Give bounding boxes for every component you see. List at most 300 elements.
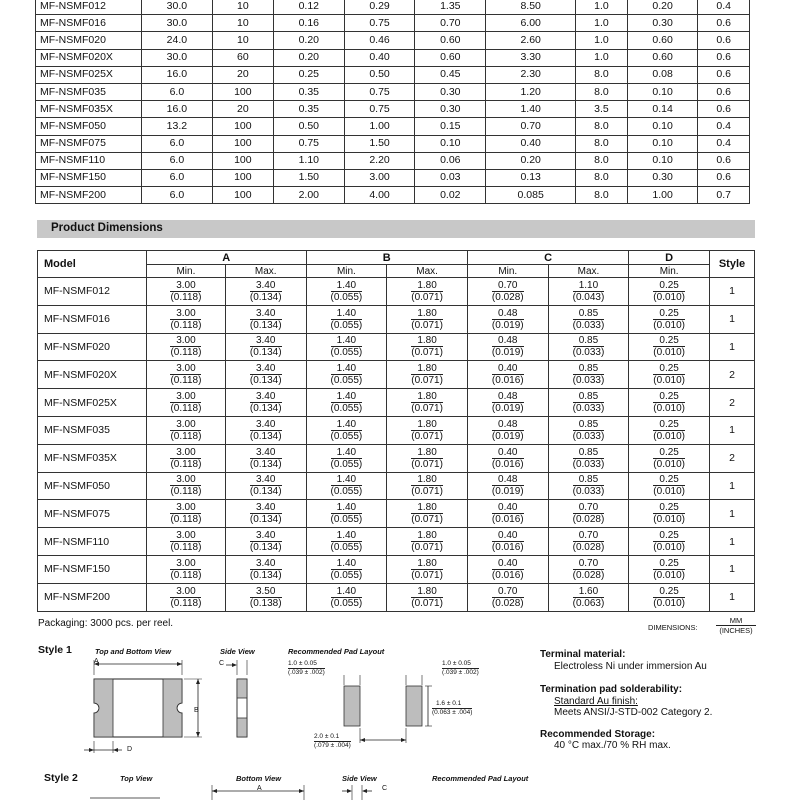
value-mm: 1.40 xyxy=(331,447,363,459)
value-cell: 0.75 xyxy=(273,135,344,152)
model-cell: MF-NSMF012 xyxy=(38,278,147,306)
electrical-table-row xyxy=(36,83,750,100)
model-cell: MF-NSMF110 xyxy=(36,152,142,169)
model-cell: MF-NSMF025X xyxy=(36,66,142,83)
value-cell: 4.00 xyxy=(344,187,415,204)
value-mm: 1.40 xyxy=(331,502,363,514)
value-cell: 0.20 xyxy=(273,32,344,49)
model-cell: MF-NSMF016 xyxy=(38,305,147,333)
dimension-value-cell xyxy=(548,416,629,444)
value-cell: 0.75 xyxy=(344,15,415,32)
storage-value: 40 °C max./70 % RH max. xyxy=(554,740,671,751)
style-2-side-view-label: Side View xyxy=(342,774,377,783)
value-inches: (0.055) xyxy=(330,319,363,331)
value-inches: (0.019) xyxy=(491,347,524,359)
value-inches: (0.010) xyxy=(653,347,685,359)
dimension-value-cell xyxy=(548,389,629,417)
dimension-value-cell xyxy=(467,528,548,556)
pad-gap-in: (.079 ± .004) xyxy=(314,742,351,749)
dimension-value-cell xyxy=(548,528,629,556)
dimension-value-cell xyxy=(467,472,548,500)
model-cell: MF-NSMF020 xyxy=(38,333,147,361)
value-inches: (0.010) xyxy=(653,291,685,303)
dimension-table-row xyxy=(38,444,755,472)
dimension-value-cell xyxy=(629,278,710,306)
col-header-d: D xyxy=(629,251,710,265)
dimension-value-cell xyxy=(147,500,226,528)
value-mm: 0.40 xyxy=(492,447,524,459)
value-inches: (0.063) xyxy=(572,597,605,609)
value-mm: 1.40 xyxy=(331,474,363,486)
value-cell: 3.30 xyxy=(486,49,576,66)
value-cell: 100 xyxy=(212,118,273,135)
value-inches: (0.071) xyxy=(411,430,443,442)
value-inches: (0.016) xyxy=(491,569,524,581)
value-cell: 2.60 xyxy=(486,32,576,49)
value-mm: 3.40 xyxy=(250,447,282,459)
value-mm: 3.40 xyxy=(250,474,282,486)
value-cell: 8.0 xyxy=(576,169,628,186)
dimension-value-cell xyxy=(306,416,387,444)
value-mm: 0.85 xyxy=(573,474,605,486)
style-cell: 1 xyxy=(710,555,755,583)
value-mm: 0.70 xyxy=(492,586,524,598)
value-mm: 3.40 xyxy=(250,530,282,542)
dimension-value-cell xyxy=(548,555,629,583)
value-inches: (0.019) xyxy=(491,319,524,331)
dimension-value-cell xyxy=(629,555,710,583)
style-cell: 2 xyxy=(710,361,755,389)
value-cell: 10 xyxy=(212,0,273,15)
value-inches: (0.118) xyxy=(170,291,202,303)
dimension-value-cell xyxy=(467,333,548,361)
value-inches: (0.055) xyxy=(330,458,363,470)
dimension-table-row xyxy=(38,583,755,611)
dimension-value-cell xyxy=(387,361,468,389)
dimensions-legend-mm: MM xyxy=(716,616,756,626)
value-inches: (0.019) xyxy=(491,430,524,442)
dimension-value-cell xyxy=(225,278,306,306)
dimension-value-cell xyxy=(548,278,629,306)
value-inches: (0.118) xyxy=(170,597,202,609)
value-mm: 0.70 xyxy=(573,530,605,542)
style-cell: 1 xyxy=(710,278,755,306)
value-cell: 1.00 xyxy=(627,187,698,204)
value-inches: (0.055) xyxy=(330,291,363,303)
value-mm: 0.48 xyxy=(492,419,524,431)
solderability-label: Termination pad solderability: xyxy=(540,684,683,695)
style-cell: 2 xyxy=(710,389,755,417)
electrical-table-row xyxy=(36,187,750,204)
value-mm: 3.00 xyxy=(170,474,201,486)
dimensions-legend-inches: (INCHES) xyxy=(719,626,753,635)
value-mm: 1.80 xyxy=(411,391,443,403)
model-cell: MF-NSMF075 xyxy=(38,500,147,528)
dimension-value-cell xyxy=(306,583,387,611)
value-mm: 0.85 xyxy=(573,447,605,459)
product-dimensions-table xyxy=(37,250,755,612)
value-mm: 0.48 xyxy=(492,335,524,347)
value-inches: (0.118) xyxy=(170,486,202,498)
dimension-table-row xyxy=(38,555,755,583)
dimension-value-cell xyxy=(147,305,226,333)
model-cell: MF-NSMF035X xyxy=(38,444,147,472)
value-cell: 0.29 xyxy=(344,0,415,15)
dimension-value-cell xyxy=(225,361,306,389)
value-cell: 0.30 xyxy=(627,169,698,186)
model-cell: MF-NSMF016 xyxy=(36,15,142,32)
value-mm: 3.00 xyxy=(170,558,201,570)
value-mm: 1.80 xyxy=(411,558,443,570)
dimension-value-cell xyxy=(387,555,468,583)
value-cell: 8.0 xyxy=(576,83,628,100)
value-cell: 0.30 xyxy=(415,83,486,100)
value-cell: 100 xyxy=(212,83,273,100)
value-cell: 6.0 xyxy=(142,169,213,186)
electrical-characteristics-table xyxy=(35,0,750,204)
value-inches: (0.134) xyxy=(249,514,282,526)
value-cell: 100 xyxy=(212,169,273,186)
value-inches: (0.028) xyxy=(491,597,524,609)
model-cell: MF-NSMF110 xyxy=(38,528,147,556)
value-mm: 0.25 xyxy=(653,447,685,459)
subheader-cell: Min. xyxy=(467,265,548,278)
value-mm: 0.25 xyxy=(653,391,685,403)
dimension-value-cell xyxy=(306,278,387,306)
value-cell: 0.6 xyxy=(698,169,750,186)
value-cell: 13.2 xyxy=(142,118,213,135)
value-inches: (0.033) xyxy=(572,486,605,498)
pad-height-in: (0.063 ± .004) xyxy=(432,709,473,716)
value-cell: 0.6 xyxy=(698,32,750,49)
value-mm: 1.40 xyxy=(331,586,363,598)
value-mm: 3.00 xyxy=(170,308,201,320)
value-mm: 1.80 xyxy=(411,474,443,486)
dimension-table-row xyxy=(38,389,755,417)
dimension-value-cell xyxy=(629,333,710,361)
value-mm: 0.25 xyxy=(653,474,685,486)
value-mm: 0.85 xyxy=(573,363,605,375)
value-inches: (0.033) xyxy=(572,430,605,442)
value-inches: (0.028) xyxy=(491,291,524,303)
style-2-pad-layout-label: Recommended Pad Layout xyxy=(432,774,529,783)
value-mm: 0.70 xyxy=(573,558,605,570)
dimension-value-cell xyxy=(387,416,468,444)
model-cell: MF-NSMF200 xyxy=(38,583,147,611)
value-mm: 3.00 xyxy=(170,447,201,459)
value-inches: (0.010) xyxy=(653,430,685,442)
dimension-value-cell xyxy=(467,305,548,333)
style-2-title: Style 2 xyxy=(44,772,78,784)
value-cell: 16.0 xyxy=(142,66,213,83)
value-cell: 24.0 xyxy=(142,32,213,49)
dimension-value-cell xyxy=(629,583,710,611)
dimension-value-cell xyxy=(225,528,306,556)
value-inches: (0.118) xyxy=(170,347,202,359)
value-inches: (0.028) xyxy=(572,569,605,581)
subheader-cell: Min. xyxy=(306,265,387,278)
model-cell: MF-NSMF050 xyxy=(38,472,147,500)
model-cell: MF-NSMF075 xyxy=(36,135,142,152)
value-mm: 1.40 xyxy=(331,558,363,570)
model-cell: MF-NSMF035 xyxy=(36,83,142,100)
value-cell: 6.00 xyxy=(486,15,576,32)
value-cell: 0.10 xyxy=(627,152,698,169)
value-inches: (0.016) xyxy=(491,375,524,387)
value-mm: 3.00 xyxy=(170,419,201,431)
subheader-cell: Max. xyxy=(548,265,629,278)
value-mm: 1.40 xyxy=(331,280,363,292)
value-inches: (0.028) xyxy=(572,542,605,554)
value-inches: (0.118) xyxy=(170,514,202,526)
value-cell: 1.0 xyxy=(576,32,628,49)
dimension-value-cell xyxy=(147,361,226,389)
dimension-value-cell xyxy=(548,444,629,472)
value-cell: 0.30 xyxy=(627,15,698,32)
value-mm: 0.85 xyxy=(573,308,605,320)
value-inches: (0.134) xyxy=(249,569,282,581)
value-mm: 1.40 xyxy=(331,530,363,542)
value-cell: 0.75 xyxy=(344,83,415,100)
dimension-table-row xyxy=(38,305,755,333)
value-inches: (0.071) xyxy=(411,569,443,581)
dimension-value-cell xyxy=(306,361,387,389)
value-inches: (0.010) xyxy=(653,597,685,609)
value-cell: 0.45 xyxy=(415,66,486,83)
style-1-top-bottom-view-label: Top and Bottom View xyxy=(95,647,172,656)
dimension-value-cell xyxy=(467,500,548,528)
value-mm: 1.40 xyxy=(331,335,363,347)
value-mm: 3.00 xyxy=(170,530,201,542)
value-cell: 10 xyxy=(212,15,273,32)
pad-width-right-mm: 1.0 ± 0.05 xyxy=(442,660,479,669)
value-mm: 1.80 xyxy=(411,419,443,431)
dimension-value-cell xyxy=(225,583,306,611)
dimension-value-cell xyxy=(629,389,710,417)
dimension-value-cell xyxy=(147,416,226,444)
value-cell: 0.60 xyxy=(627,49,698,66)
value-cell: 0.10 xyxy=(627,135,698,152)
value-mm: 1.80 xyxy=(411,363,443,375)
value-mm: 1.10 xyxy=(573,280,605,292)
value-inches: (0.019) xyxy=(491,486,524,498)
value-cell: 0.10 xyxy=(627,83,698,100)
value-cell: 1.0 xyxy=(576,15,628,32)
terminal-material-label: Terminal material: xyxy=(540,649,626,660)
value-inches: (0.118) xyxy=(170,458,202,470)
value-mm: 3.40 xyxy=(250,502,282,514)
value-cell: 100 xyxy=(212,187,273,204)
value-cell: 0.06 xyxy=(415,152,486,169)
dimension-table-row xyxy=(38,333,755,361)
value-inches: (0.118) xyxy=(170,319,202,331)
value-mm: 3.40 xyxy=(250,558,282,570)
value-mm: 1.40 xyxy=(331,419,363,431)
value-inches: (0.118) xyxy=(170,375,202,387)
value-cell: 6.0 xyxy=(142,187,213,204)
dimension-value-cell xyxy=(306,528,387,556)
recommended-pad-left xyxy=(344,686,360,726)
dimension-table-row xyxy=(38,500,755,528)
dimension-value-cell xyxy=(467,361,548,389)
value-cell: 8.0 xyxy=(576,152,628,169)
dimension-value-cell xyxy=(147,333,226,361)
dimension-value-cell xyxy=(225,472,306,500)
value-mm: 1.80 xyxy=(411,308,443,320)
value-inches: (0.055) xyxy=(330,403,363,415)
value-inches: (0.010) xyxy=(653,542,685,554)
value-inches: (0.118) xyxy=(170,569,202,581)
storage-label: Recommended Storage: xyxy=(540,728,656,740)
electrical-table-row xyxy=(36,118,750,135)
value-mm: 0.85 xyxy=(573,335,605,347)
value-inches: (0.071) xyxy=(411,597,443,609)
dimension-value-cell xyxy=(387,472,468,500)
dimension-value-cell xyxy=(548,583,629,611)
style-cell: 1 xyxy=(710,472,755,500)
dimension-value-cell xyxy=(147,444,226,472)
value-cell: 60 xyxy=(212,49,273,66)
value-inches: (0.134) xyxy=(249,430,282,442)
value-cell: 0.16 xyxy=(273,15,344,32)
value-inches: (0.033) xyxy=(572,375,605,387)
value-cell: 1.10 xyxy=(273,152,344,169)
value-cell: 0.60 xyxy=(415,32,486,49)
dimension-value-cell xyxy=(225,444,306,472)
value-inches: (0.071) xyxy=(411,486,443,498)
specs-block xyxy=(540,649,712,752)
dimension-value-cell xyxy=(225,416,306,444)
value-inches: (0.028) xyxy=(572,514,605,526)
pad-height-mm: 1.6 ± 0.1 xyxy=(432,700,472,709)
col-header-style: Style xyxy=(710,251,755,278)
dimension-value-cell xyxy=(548,500,629,528)
value-cell: 16.0 xyxy=(142,101,213,118)
value-inches: (0.055) xyxy=(330,514,363,526)
style-2-bottom-view-label: Bottom View xyxy=(236,774,282,783)
dimension-value-cell xyxy=(225,389,306,417)
value-cell: 1.00 xyxy=(344,118,415,135)
style-2-dim-a: A xyxy=(257,785,262,792)
value-inches: (0.055) xyxy=(330,375,363,387)
model-cell: MF-NSMF012 xyxy=(36,0,142,15)
value-mm: 3.00 xyxy=(170,335,201,347)
value-cell: 0.10 xyxy=(627,118,698,135)
dimension-value-cell xyxy=(467,278,548,306)
value-cell: 0.6 xyxy=(698,152,750,169)
value-cell: 0.12 xyxy=(273,0,344,15)
dimension-value-cell xyxy=(629,305,710,333)
value-inches: (0.134) xyxy=(249,403,282,415)
value-inches: (0.010) xyxy=(653,375,685,387)
value-cell: 3.5 xyxy=(576,101,628,118)
value-mm: 0.25 xyxy=(653,530,685,542)
style-2-top-view-label: Top View xyxy=(120,774,153,783)
dimension-value-cell xyxy=(387,583,468,611)
value-cell: 8.0 xyxy=(576,135,628,152)
value-cell: 0.75 xyxy=(344,101,415,118)
value-inches: (0.071) xyxy=(411,375,443,387)
value-mm: 0.40 xyxy=(492,558,524,570)
dimension-value-cell xyxy=(629,444,710,472)
value-inches: (0.134) xyxy=(249,375,282,387)
dimension-value-cell xyxy=(225,500,306,528)
value-inches: (0.071) xyxy=(411,347,443,359)
pad-gap-mm: 2.0 ± 0.1 xyxy=(314,733,351,742)
model-cell: MF-NSMF020X xyxy=(38,361,147,389)
electrical-table-row xyxy=(36,15,750,32)
dimension-value-cell xyxy=(306,444,387,472)
dimension-value-cell xyxy=(467,583,548,611)
dimension-value-cell xyxy=(225,555,306,583)
value-cell: 0.4 xyxy=(698,118,750,135)
value-mm: 1.80 xyxy=(411,335,443,347)
value-mm: 1.60 xyxy=(573,586,605,598)
dimension-value-cell xyxy=(629,528,710,556)
value-mm: 0.25 xyxy=(653,419,685,431)
value-cell: 6.0 xyxy=(142,83,213,100)
value-inches: (0.055) xyxy=(330,430,363,442)
dimension-value-cell xyxy=(629,472,710,500)
value-cell: 0.35 xyxy=(273,101,344,118)
value-mm: 0.25 xyxy=(653,363,685,375)
style-cell: 1 xyxy=(710,333,755,361)
value-mm: 3.40 xyxy=(250,280,282,292)
dimension-value-cell xyxy=(147,278,226,306)
dimension-value-cell xyxy=(387,500,468,528)
dimension-value-cell xyxy=(387,305,468,333)
dimension-table-row xyxy=(38,416,755,444)
dimension-value-cell xyxy=(306,555,387,583)
electrical-table-row xyxy=(36,135,750,152)
model-cell: MF-NSMF035 xyxy=(38,416,147,444)
value-cell: 1.50 xyxy=(344,135,415,152)
value-inches: (0.055) xyxy=(330,597,363,609)
value-mm: 0.70 xyxy=(492,280,524,292)
value-inches: (0.016) xyxy=(491,542,524,554)
value-cell: 0.03 xyxy=(415,169,486,186)
dimension-value-cell xyxy=(147,555,226,583)
pad-width-left-mm: 1.0 ± 0.05 xyxy=(288,660,325,669)
value-cell: 8.50 xyxy=(486,0,576,15)
value-mm: 3.50 xyxy=(250,586,282,598)
dimension-value-cell xyxy=(147,583,226,611)
value-cell: 0.50 xyxy=(344,66,415,83)
value-inches: (0.016) xyxy=(491,458,524,470)
dimension-value-cell xyxy=(629,361,710,389)
value-cell: 20 xyxy=(212,101,273,118)
value-mm: 0.25 xyxy=(653,586,685,598)
value-cell: 2.00 xyxy=(273,187,344,204)
value-inches: (0.071) xyxy=(411,403,443,415)
style-cell: 1 xyxy=(710,583,755,611)
value-mm: 0.48 xyxy=(492,308,524,320)
value-inches: (0.033) xyxy=(572,458,605,470)
value-cell: 30.0 xyxy=(142,49,213,66)
value-cell: 1.40 xyxy=(486,101,576,118)
model-cell: MF-NSMF020X xyxy=(36,49,142,66)
value-inches: (0.134) xyxy=(249,319,282,331)
dimension-value-cell xyxy=(225,305,306,333)
value-inches: (0.033) xyxy=(572,319,605,331)
pad-width-right-dim xyxy=(442,660,479,677)
value-mm: 1.80 xyxy=(411,586,443,598)
style-1-title: Style 1 xyxy=(38,644,72,656)
value-mm: 3.40 xyxy=(250,419,282,431)
value-mm: 1.80 xyxy=(411,530,443,542)
value-inches: (0.055) xyxy=(330,347,363,359)
value-cell: 0.60 xyxy=(415,49,486,66)
